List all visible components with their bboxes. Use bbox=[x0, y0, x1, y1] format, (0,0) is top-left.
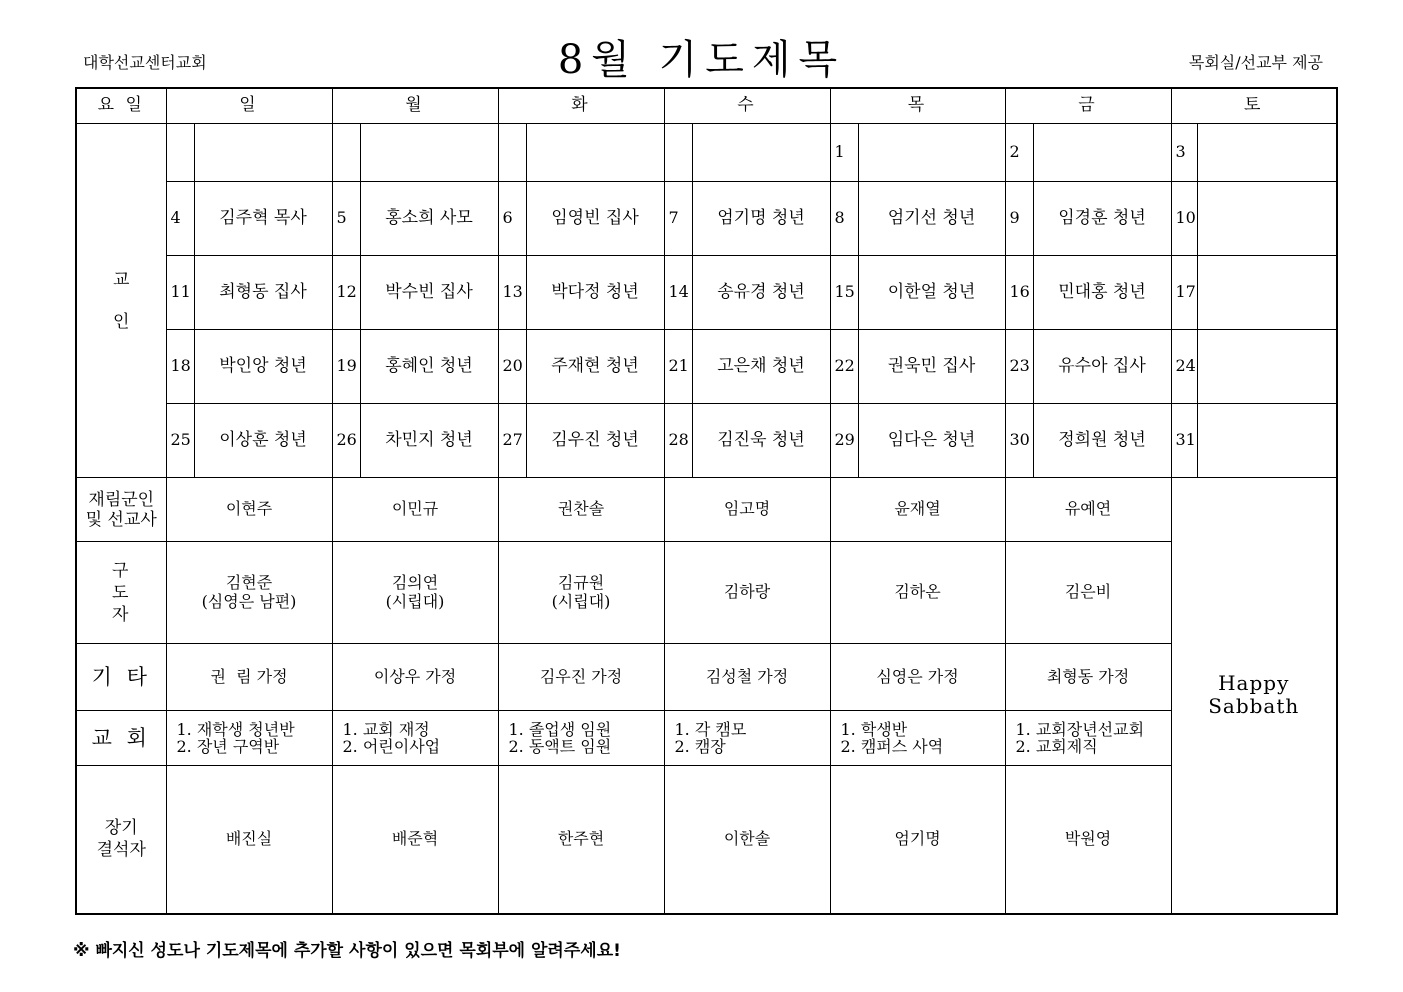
day-name: 홍혜인 청년 bbox=[360, 330, 498, 404]
day-header-mon: 월 bbox=[332, 88, 498, 124]
day-header-sat: 토 bbox=[1171, 88, 1337, 124]
day-name: 송유경 청년 bbox=[692, 256, 830, 330]
day-number: 7 bbox=[664, 182, 692, 256]
church-item bbox=[332, 711, 498, 766]
military-name: 임고명 bbox=[664, 478, 830, 542]
seeker-note: (시립대) bbox=[385, 591, 445, 611]
day-header-wed: 수 bbox=[664, 88, 830, 124]
provider-label: 목회실/선교부 제공 bbox=[1188, 53, 1323, 72]
absentees-row bbox=[76, 766, 1337, 914]
others-label: 기 타 bbox=[76, 644, 166, 711]
military-name: 윤재열 bbox=[830, 478, 1005, 542]
day-number: 9 bbox=[1005, 182, 1033, 256]
family-entry: 이상우 가정 bbox=[332, 644, 498, 711]
day-number: 10 bbox=[1171, 182, 1197, 256]
day-name bbox=[692, 124, 830, 182]
day-number: 28 bbox=[664, 404, 692, 478]
church-item-line: 1. 학생반 bbox=[840, 720, 908, 739]
seeker-note: (시립대) bbox=[551, 591, 611, 611]
day-name: 이한얼 청년 bbox=[858, 256, 1005, 330]
seekers-label-char: 자 bbox=[112, 604, 131, 625]
day-number: 29 bbox=[830, 404, 858, 478]
church-row bbox=[76, 711, 1337, 766]
seeker-name: 김의연 bbox=[391, 573, 439, 593]
day-name: 유수아 집사 bbox=[1033, 330, 1171, 404]
seeker-entry: 김하랑 bbox=[664, 542, 830, 644]
day-number: 26 bbox=[332, 404, 360, 478]
saturday-note: Happy Sabbath bbox=[1171, 478, 1337, 914]
day-number: 22 bbox=[830, 330, 858, 404]
church-item-line: 2. 장년 구역반 bbox=[176, 737, 280, 756]
day-number: 17 bbox=[1171, 256, 1197, 330]
church-item-line: 1. 교회장년선교회 bbox=[1015, 720, 1145, 739]
church-item-line: 2. 동액트 임원 bbox=[508, 737, 612, 756]
absentee-name: 이한솔 bbox=[664, 766, 830, 914]
day-number: 15 bbox=[830, 256, 858, 330]
day-name bbox=[360, 124, 498, 182]
church-item bbox=[830, 711, 1005, 766]
seeker-entry bbox=[498, 542, 664, 644]
day-number: 25 bbox=[166, 404, 194, 478]
day-name: 김우진 청년 bbox=[526, 404, 664, 478]
footer-note: ※ 빠지신 성도나 기도제목에 추가할 사항이 있으면 목회부에 알려주세요! bbox=[73, 941, 621, 961]
day-name bbox=[1197, 330, 1337, 404]
church-item-line: 1. 교회 재정 bbox=[342, 720, 430, 739]
day-name bbox=[1197, 256, 1337, 330]
seekers-label-char: 도 bbox=[112, 582, 131, 603]
header-row bbox=[76, 88, 1337, 124]
church-item bbox=[166, 711, 332, 766]
church-item-line: 1. 각 캠모 bbox=[674, 720, 747, 739]
page-title: 8월 기도제목 bbox=[557, 37, 846, 83]
seekers-label-char: 구 bbox=[112, 560, 131, 581]
day-name: 주재현 청년 bbox=[526, 330, 664, 404]
church-item-line: 1. 재학생 청년반 bbox=[176, 720, 295, 739]
church-item bbox=[664, 711, 830, 766]
day-number bbox=[332, 124, 360, 182]
seeker-entry bbox=[332, 542, 498, 644]
day-number: 1 bbox=[830, 124, 858, 182]
day-name: 홍소희 사모 bbox=[360, 182, 498, 256]
day-name: 임경훈 청년 bbox=[1033, 182, 1171, 256]
day-number: 27 bbox=[498, 404, 526, 478]
day-name: 엄기명 청년 bbox=[692, 182, 830, 256]
military-name: 권찬솔 bbox=[498, 478, 664, 542]
day-number: 2 bbox=[1005, 124, 1033, 182]
absentee-name: 배진실 bbox=[166, 766, 332, 914]
day-number bbox=[498, 124, 526, 182]
members-label-text: 교인 bbox=[113, 269, 130, 332]
week-row-3 bbox=[76, 256, 1337, 330]
absentee-name: 한주현 bbox=[498, 766, 664, 914]
day-name bbox=[1033, 124, 1171, 182]
seeker-note: (심영은 남편) bbox=[201, 591, 297, 611]
seeker-entry: 김은비 bbox=[1005, 542, 1171, 644]
day-name: 이상훈 청년 bbox=[194, 404, 332, 478]
absentees-label bbox=[76, 766, 166, 914]
week-row-5 bbox=[76, 404, 1337, 478]
seeker-name: 김규원 bbox=[557, 573, 605, 593]
day-name bbox=[194, 124, 332, 182]
day-name: 박다정 청년 bbox=[526, 256, 664, 330]
military-name: 유예연 bbox=[1005, 478, 1171, 542]
day-name: 차민지 청년 bbox=[360, 404, 498, 478]
day-number: 3 bbox=[1171, 124, 1197, 182]
family-entry: 김성철 가정 bbox=[664, 644, 830, 711]
day-number: 16 bbox=[1005, 256, 1033, 330]
church-label: 교 회 bbox=[76, 711, 166, 766]
church-name: 대학선교센터교회 bbox=[83, 53, 207, 72]
military-name: 이민규 bbox=[332, 478, 498, 542]
church-item-line: 2. 캠장 bbox=[674, 737, 726, 756]
military-row bbox=[76, 478, 1337, 542]
day-number: 14 bbox=[664, 256, 692, 330]
day-name: 임영빈 집사 bbox=[526, 182, 664, 256]
day-name: 민대홍 청년 bbox=[1033, 256, 1171, 330]
family-entry: 최형동 가정 bbox=[1005, 644, 1171, 711]
military-label-line1: 재림군인 bbox=[88, 489, 155, 510]
family-entry: 권 림 가정 bbox=[166, 644, 332, 711]
seeker-entry: 김하온 bbox=[830, 542, 1005, 644]
day-name: 고은채 청년 bbox=[692, 330, 830, 404]
church-item bbox=[1005, 711, 1171, 766]
day-number: 18 bbox=[166, 330, 194, 404]
day-number: 11 bbox=[166, 256, 194, 330]
day-name bbox=[1197, 404, 1337, 478]
members-label bbox=[76, 124, 166, 478]
day-name: 엄기선 청년 bbox=[858, 182, 1005, 256]
church-item-line: 1. 졸업생 임원 bbox=[508, 720, 612, 739]
family-entry: 김우진 가정 bbox=[498, 644, 664, 711]
military-label-line2: 및 선교사 bbox=[85, 509, 157, 530]
day-number: 24 bbox=[1171, 330, 1197, 404]
week-row-4 bbox=[76, 330, 1337, 404]
day-number: 6 bbox=[498, 182, 526, 256]
seekers-label bbox=[76, 542, 166, 644]
church-item-line: 2. 캠퍼스 사역 bbox=[840, 737, 944, 756]
others-row bbox=[76, 644, 1337, 711]
day-header-sun: 일 bbox=[166, 88, 332, 124]
absentees-label-line1: 장기 bbox=[104, 818, 138, 839]
military-label bbox=[76, 478, 166, 542]
day-number: 23 bbox=[1005, 330, 1033, 404]
week-row-1 bbox=[76, 124, 1337, 182]
day-label-header: 요 일 bbox=[76, 88, 166, 124]
day-number: 30 bbox=[1005, 404, 1033, 478]
seeker-entry bbox=[166, 542, 332, 644]
day-number: 5 bbox=[332, 182, 360, 256]
family-entry: 심영은 가정 bbox=[830, 644, 1005, 711]
week-row-2 bbox=[76, 182, 1337, 256]
day-name: 권욱민 집사 bbox=[858, 330, 1005, 404]
day-number: 19 bbox=[332, 330, 360, 404]
church-item-line: 2. 교회제직 bbox=[1015, 737, 1098, 756]
day-header-fri: 금 bbox=[1005, 88, 1171, 124]
prayer-calendar-table bbox=[75, 87, 1338, 915]
day-header-thu: 목 bbox=[830, 88, 1005, 124]
church-item-line: 2. 어린이사업 bbox=[342, 737, 441, 756]
day-name: 박인앙 청년 bbox=[194, 330, 332, 404]
day-number bbox=[664, 124, 692, 182]
day-name bbox=[1197, 182, 1337, 256]
day-name bbox=[526, 124, 664, 182]
day-name: 정희원 청년 bbox=[1033, 404, 1171, 478]
day-number: 13 bbox=[498, 256, 526, 330]
day-name: 임다은 청년 bbox=[858, 404, 1005, 478]
absentee-name: 엄기명 bbox=[830, 766, 1005, 914]
day-name: 김주혁 목사 bbox=[194, 182, 332, 256]
absentee-name: 박원영 bbox=[1005, 766, 1171, 914]
day-name: 김진욱 청년 bbox=[692, 404, 830, 478]
seekers-row bbox=[76, 542, 1337, 644]
day-name: 박수빈 집사 bbox=[360, 256, 498, 330]
day-number bbox=[166, 124, 194, 182]
day-name: 최형동 집사 bbox=[194, 256, 332, 330]
day-number: 12 bbox=[332, 256, 360, 330]
day-header-tue: 화 bbox=[498, 88, 664, 124]
absentees-label-line2: 결석자 bbox=[96, 840, 146, 861]
day-name bbox=[1197, 124, 1337, 182]
church-item bbox=[498, 711, 664, 766]
day-name bbox=[858, 124, 1005, 182]
day-number: 21 bbox=[664, 330, 692, 404]
seeker-name: 김현준 bbox=[225, 573, 273, 593]
day-number: 20 bbox=[498, 330, 526, 404]
military-name: 이현주 bbox=[166, 478, 332, 542]
day-number: 8 bbox=[830, 182, 858, 256]
day-number: 31 bbox=[1171, 404, 1197, 478]
day-number: 4 bbox=[166, 182, 194, 256]
absentee-name: 배준혁 bbox=[332, 766, 498, 914]
